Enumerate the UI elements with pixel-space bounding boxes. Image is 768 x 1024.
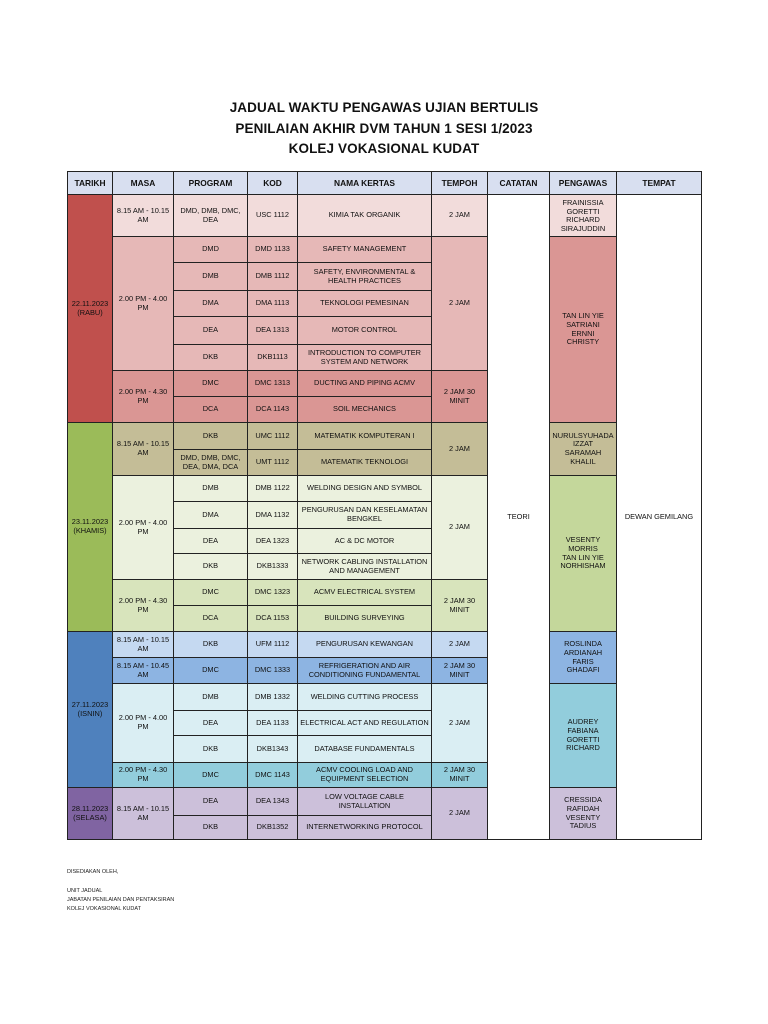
nama-kertas-cell: ACMV COOLING LOAD AND EQUIPMENT SELECTION <box>298 763 432 788</box>
program-cell: DKB <box>174 554 248 580</box>
tempat-cell: DEWAN GEMILANG <box>617 195 702 840</box>
tempoh-cell: 2 JAM <box>432 476 488 580</box>
tarikh-cell: 22.11.2023 (RABU) <box>68 195 113 423</box>
program-cell: DEA <box>174 317 248 345</box>
pengawas-cell: VESENTY MORRIS TAN LIN YIE NORHISHAM <box>550 476 617 632</box>
col-tarikh: TARIKH <box>68 172 113 195</box>
masa-cell: 8.15 AM - 10.15 AM <box>113 195 174 237</box>
program-cell: DMB <box>174 476 248 502</box>
program-cell: DMB <box>174 263 248 291</box>
kod-cell: DEA 1313 <box>248 317 298 345</box>
nama-kertas-cell: SAFETY, ENVIRONMENTAL & HEALTH PRACTICES <box>298 263 432 291</box>
tempoh-cell: 2 JAM 30 MINIT <box>432 658 488 684</box>
pengawas-cell: NURULSYUHADA IZZAT SARAMAH KHALIL <box>550 423 617 476</box>
nama-kertas-cell: NETWORK CABLING INSTALLATION AND MANAGEMENT <box>298 554 432 580</box>
col-program: PROGRAM <box>174 172 248 195</box>
program-cell: DKB <box>174 816 248 840</box>
kod-cell: DMA 1132 <box>248 502 298 529</box>
program-cell: DMC <box>174 371 248 397</box>
kod-cell: USC 1112 <box>248 195 298 237</box>
unit-label: UNIT JADUAL <box>67 888 103 894</box>
masa-cell: 8.15 AM - 10.15 AM <box>113 788 174 840</box>
table-row <box>68 237 702 263</box>
catatan-cell: TEORI <box>488 195 550 840</box>
kod-cell: DMB 1112 <box>248 263 298 291</box>
tempoh-cell: 2 JAM <box>432 684 488 763</box>
masa-cell: 8.15 AM - 10.15 AM <box>113 632 174 658</box>
table-row <box>68 788 702 816</box>
masa-cell: 2.00 PM - 4.30 PM <box>113 371 174 423</box>
col-tempoh: TEMPOH <box>432 172 488 195</box>
kod-cell: DKB1343 <box>248 736 298 763</box>
col-catatan: CATATAN <box>488 172 550 195</box>
col-masa: MASA <box>113 172 174 195</box>
tempoh-cell: 2 JAM 30 MINIT <box>432 580 488 632</box>
masa-cell: 2.00 PM - 4.00 PM <box>113 476 174 580</box>
nama-kertas-cell: TEKNOLOGI PEMESINAN <box>298 291 432 317</box>
nama-kertas-cell: MATEMATIK TEKNOLOGI <box>298 450 432 476</box>
program-cell: DMC <box>174 763 248 788</box>
kod-cell: DEA 1343 <box>248 788 298 816</box>
program-cell: DKB <box>174 736 248 763</box>
tempoh-cell: 2 JAM <box>432 788 488 840</box>
nama-kertas-cell: AC & DC MOTOR <box>298 529 432 554</box>
tempoh-cell: 2 JAM <box>432 423 488 476</box>
program-cell: DMA <box>174 291 248 317</box>
kod-cell: DMC 1323 <box>248 580 298 606</box>
table-row <box>68 476 702 502</box>
pengawas-cell: TAN LIN YIE SATRIANI ERNNI CHRISTY <box>550 237 617 423</box>
kod-cell: DKB1113 <box>248 345 298 371</box>
masa-cell: 2.00 PM - 4.30 PM <box>113 763 174 788</box>
kod-cell: DEA 1133 <box>248 711 298 736</box>
kod-cell: DKB1352 <box>248 816 298 840</box>
program-cell: DEA <box>174 711 248 736</box>
program-cell: DKB <box>174 632 248 658</box>
nama-kertas-cell: SOIL MECHANICS <box>298 397 432 423</box>
kod-cell: UFM 1112 <box>248 632 298 658</box>
program-cell: DMD, DMB, DMC, DEA, DMA, DCA <box>174 450 248 476</box>
tempoh-cell: 2 JAM <box>432 237 488 371</box>
nama-kertas-cell: DUCTING AND PIPING ACMV <box>298 371 432 397</box>
pengawas-cell: ROSLINDA ARDIANAH FARIS GHADAFI <box>550 632 617 684</box>
nama-kertas-cell: PENGURUSAN KEWANGAN <box>298 632 432 658</box>
masa-cell: 2.00 PM - 4.30 PM <box>113 580 174 632</box>
tempoh-cell: 2 JAM <box>432 195 488 237</box>
kod-cell: DMB 1332 <box>248 684 298 711</box>
kod-cell: DMC 1313 <box>248 371 298 397</box>
nama-kertas-cell: SAFETY MANAGEMENT <box>298 237 432 263</box>
table-row <box>68 632 702 658</box>
kod-cell: DMC 1333 <box>248 658 298 684</box>
kod-cell: DCA 1143 <box>248 397 298 423</box>
masa-cell: 8.15 AM - 10.15 AM <box>113 423 174 476</box>
tempoh-cell: 2 JAM 30 MINIT <box>432 763 488 788</box>
kod-cell: DEA 1323 <box>248 529 298 554</box>
masa-cell: 8.15 AM - 10.45 AM <box>113 658 174 684</box>
masa-cell: 2.00 PM - 4.00 PM <box>113 684 174 763</box>
nama-kertas-cell: KIMIA TAK ORGANIK <box>298 195 432 237</box>
program-cell: DCA <box>174 397 248 423</box>
nama-kertas-cell: ELECTRICAL ACT AND REGULATION <box>298 711 432 736</box>
tarikh-cell: 23.11.2023 (KHAMIS) <box>68 423 113 632</box>
program-cell: DCA <box>174 606 248 632</box>
program-cell: DMC <box>174 580 248 606</box>
pengawas-cell: FRAINISSIA GORETTI RICHARD SIRAJUDDIN <box>550 195 617 237</box>
kod-cell: UMT 1112 <box>248 450 298 476</box>
nama-kertas-cell: BUILDING SURVEYING <box>298 606 432 632</box>
program-cell: DKB <box>174 345 248 371</box>
schedule-table <box>67 171 702 840</box>
tarikh-cell: 28.11.2023 (SELASA) <box>68 788 113 840</box>
kod-cell: UMC 1112 <box>248 423 298 450</box>
nama-kertas-cell: ACMV ELECTRICAL SYSTEM <box>298 580 432 606</box>
kod-cell: DCA 1153 <box>248 606 298 632</box>
table-row <box>68 423 702 450</box>
table-row <box>68 195 702 237</box>
program-cell: DEA <box>174 529 248 554</box>
tempoh-cell: 2 JAM 30 MINIT <box>432 371 488 423</box>
title-line-1: JADUAL WAKTU PENGAWAS UJIAN BERTULIS <box>229 100 539 115</box>
document-title-block <box>0 98 768 160</box>
table-row <box>68 684 702 711</box>
nama-kertas-cell: INTERNETWORKING PROTOCOL <box>298 816 432 840</box>
program-cell: DKB <box>174 423 248 450</box>
header-row <box>68 172 702 195</box>
nama-kertas-cell: PENGURUSAN DAN KESELAMATAN BENGKEL <box>298 502 432 529</box>
prepared-by-label: DISEDIAKAN OLEH, <box>67 869 119 875</box>
nama-kertas-cell: MOTOR CONTROL <box>298 317 432 345</box>
col-pengawas: PENGAWAS <box>550 172 617 195</box>
program-cell: DEA <box>174 788 248 816</box>
college-label: KOLEJ VOKASIONAL KUDAT <box>67 906 141 912</box>
program-cell: DMD, DMB, DMC, DEA <box>174 195 248 237</box>
masa-cell: 2.00 PM - 4.00 PM <box>113 237 174 371</box>
pengawas-cell: CRESSIDA RAFIDAH VESENTY TADIUS <box>550 788 617 840</box>
title-line-2: PENILAIAN AKHIR DVM TAHUN 1 SESI 1/2023 <box>235 120 533 136</box>
department-label: JABATAN PENILAIAN DAN PENTAKSIRAN <box>67 897 175 903</box>
tarikh-cell: 27.11.2023 (ISNIN) <box>68 632 113 788</box>
schedule-body <box>68 195 702 840</box>
title-line-3: KOLEJ VOKASIONAL KUDAT <box>288 141 480 156</box>
nama-kertas-cell: MATEMATIK KOMPUTERAN I <box>298 423 432 450</box>
col-kod: KOD <box>248 172 298 195</box>
kod-cell: DMB 1122 <box>248 476 298 502</box>
kod-cell: DKB1333 <box>248 554 298 580</box>
kod-cell: DMD 1133 <box>248 237 298 263</box>
nama-kertas-cell: LOW VOLTAGE CABLE INSTALLATION <box>298 788 432 816</box>
program-cell: DMA <box>174 502 248 529</box>
program-cell: DMB <box>174 684 248 711</box>
nama-kertas-cell: DATABASE FUNDAMENTALS <box>298 736 432 763</box>
nama-kertas-cell: INTRODUCTION TO COMPUTER SYSTEM AND NETWORK <box>298 345 432 371</box>
nama-kertas-cell: WELDING DESIGN AND SYMBOL <box>298 476 432 502</box>
tempoh-cell: 2 JAM <box>432 632 488 658</box>
kod-cell: DMA 1113 <box>248 291 298 317</box>
pengawas-cell: AUDREY FABIANA GORETTI RICHARD <box>550 684 617 788</box>
col-nama-kertas: NAMA KERTAS <box>298 172 432 195</box>
col-tempat: TEMPAT <box>617 172 702 195</box>
program-cell: DMC <box>174 658 248 684</box>
program-cell: DMD <box>174 237 248 263</box>
kod-cell: DMC 1143 <box>248 763 298 788</box>
nama-kertas-cell: REFRIGERATION AND AIR CONDITIONING FUNDAMENTAL <box>298 658 432 684</box>
nama-kertas-cell: WELDING CUTTING PROCESS <box>298 684 432 711</box>
